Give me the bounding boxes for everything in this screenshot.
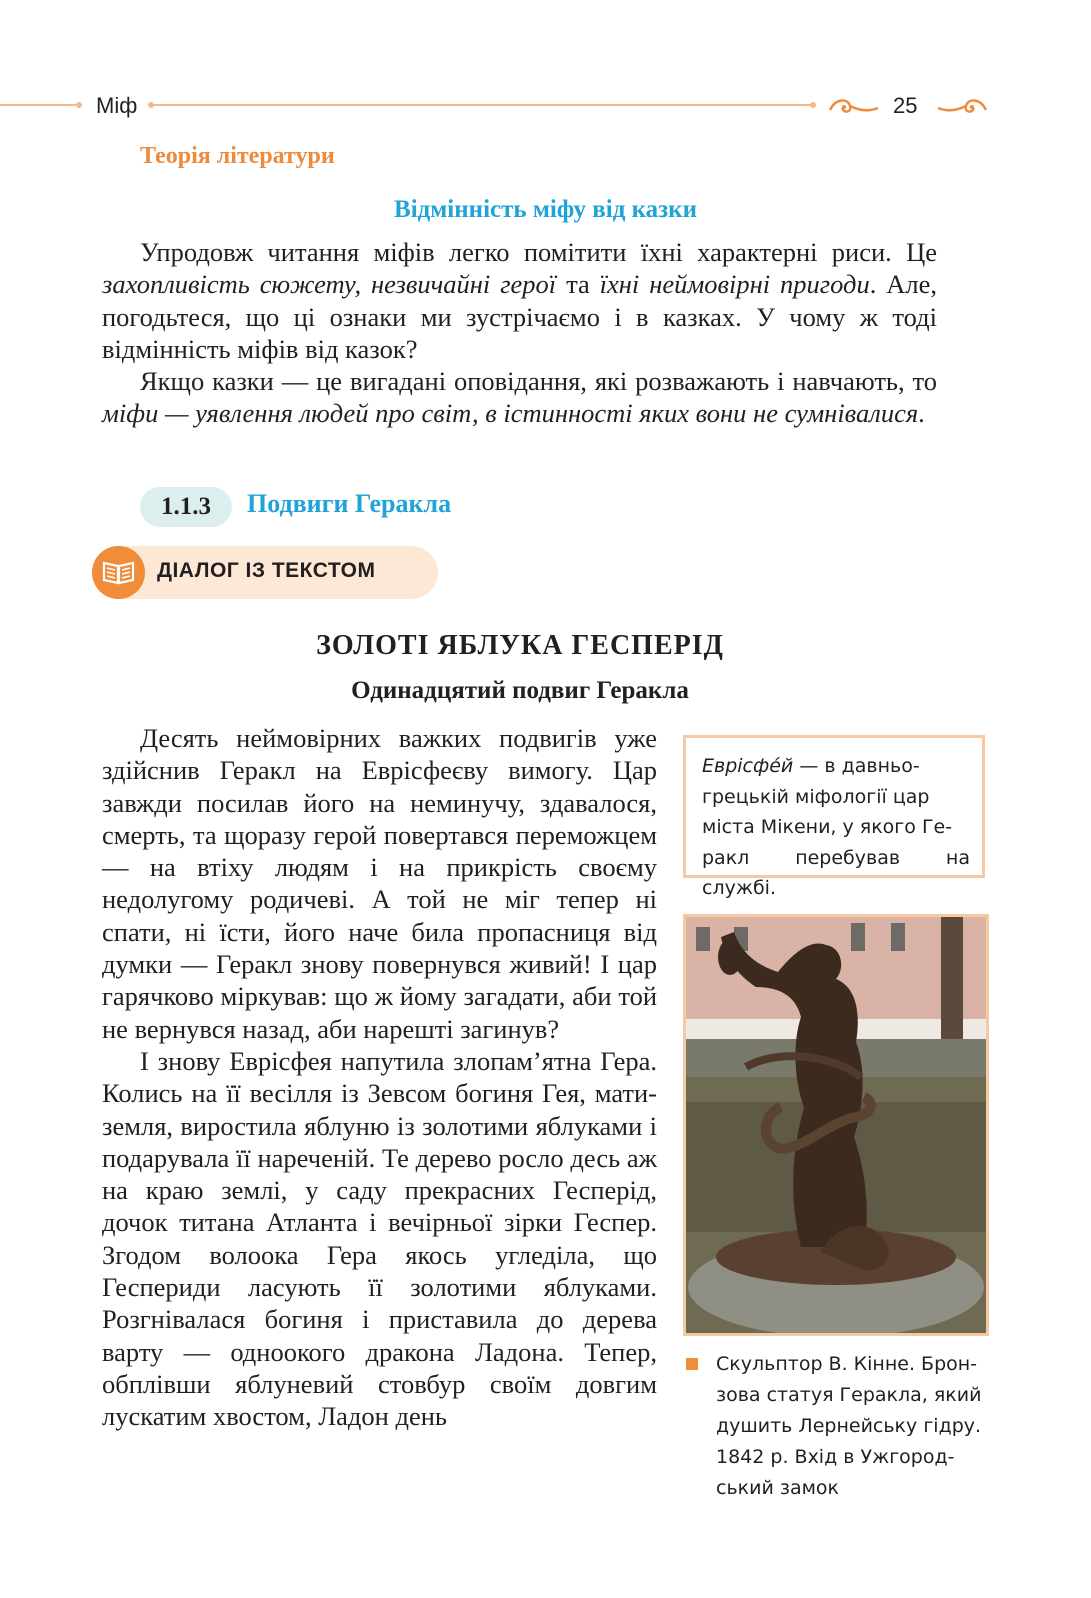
glossary-line-4: ракл перебував на службі. xyxy=(702,846,970,899)
header-rule-dot-right xyxy=(810,102,816,108)
p2-run-2: . xyxy=(918,398,925,429)
header-rule-left xyxy=(0,104,76,106)
theory-paragraph-2 xyxy=(102,365,937,430)
caption-line-5: ський замок xyxy=(716,1477,840,1499)
theory-text xyxy=(102,236,937,430)
glossary-line-2: грецькій міфології цар xyxy=(702,785,930,808)
ornament-right-icon xyxy=(936,96,990,118)
p2-run-0: Якщо казки — це вигадані оповідання, які розважають і навчають, то xyxy=(140,366,937,397)
theory-heading: Теорія літератури xyxy=(140,143,335,169)
story-title: ЗОЛОТІ ЯБЛУКА ГЕСПЕРІД xyxy=(316,630,724,661)
caption-line-2: зова статуя Геракла, який xyxy=(716,1384,982,1406)
story-paragraph-2: І знову Еврісфея напутила злопам’ятна Гера. Колись на її весілля із Зевсом богиня Гея, мати-земля, виростила яблуню із золотими яблуками і подарувала її нареченій. Те дерево росло десь аж на краю землі, у саду прекрасних Гесперід, дочок титана Атланта і вечірньої зірки Геспер. Згодом волоока Гера якось угледіла, що Геспериди ласують її золотими яблуками. Розгнівалася богиня і приставила до дерева варту — одноокого дракона Ладона. Тепер, обплівши яблуневий стовбур своїм довгим лускатим хвостом, Ладон день xyxy=(102,1045,657,1432)
story-subtitle: Одинадцятий подвиг Геракла xyxy=(351,677,689,704)
dialog-label: ДІАЛОГ ІЗ ТЕКСТОМ xyxy=(157,559,376,582)
header-rule-dot-left xyxy=(76,102,82,108)
caption-line-1: Скульптор В. Кінне. Брон- xyxy=(716,1353,978,1375)
section-number-badge: 1.1.3 xyxy=(140,487,232,527)
section-title: Подвиги Геракла xyxy=(247,489,452,518)
p2-run-1: міфи — уявлення людей про світ, в істинності яких вони не сумнівалися xyxy=(102,398,919,429)
theory-paragraph-1 xyxy=(102,236,937,365)
story-paragraph-1: Десять неймовірних важких подвигів уже здійснив Геракл на Еврісфеєву вимогу. Цар завжди посилав його на неминучу, здавалося, смерть, та щоразу герой повертався переможцем — на втіху людям і на прикрість своєму недолугому родичеві. А той не міг тепер ні спати, ні їсти, його наче била пропасниця від думки — Геракл знову повернувся живий! І цар гарячково міркував: що ж йому загадати, аби той не вернувся назад, аби нарешті загинув? xyxy=(102,723,657,1044)
glossary-note xyxy=(702,751,970,904)
p1-run-0: Упродовж читання міфів легко помітити їхні характерні риси. Це xyxy=(140,237,937,267)
story-text xyxy=(102,722,657,1433)
p1-run-4: . Але, погодьтеся, що ці ознаки ми зустрічаємо і в казках. У чому ж тоді відмінність міфів від казок? xyxy=(102,269,937,364)
p1-run-2: та xyxy=(556,269,600,300)
photo-caption xyxy=(716,1349,992,1504)
glossary-term: Еврісфе́й xyxy=(702,755,794,777)
caption-line-3: душить Лернейську гідру. xyxy=(716,1415,982,1437)
ornament-left-icon xyxy=(828,96,880,118)
header-rule-middle xyxy=(152,104,812,106)
glossary-line-1: — в давньо- xyxy=(793,755,920,777)
p1-run-1: захопливість сюжету, незвичайні герої xyxy=(102,269,557,300)
glossary-line-3: міста Мікени, у якого Ге- xyxy=(702,816,953,838)
open-book-icon xyxy=(92,546,145,599)
p1-run-3: їхні неймовірні пригоди xyxy=(599,269,870,300)
caption-marker xyxy=(686,1358,698,1370)
theory-subheading: Відмінність міфу від казки xyxy=(394,196,697,223)
page-number: 25 xyxy=(893,93,918,118)
hercules-statue-photo xyxy=(683,914,989,1336)
running-title: Міф xyxy=(96,93,138,118)
caption-line-4: 1842 р. Вхід в Ужгород- xyxy=(716,1446,955,1468)
